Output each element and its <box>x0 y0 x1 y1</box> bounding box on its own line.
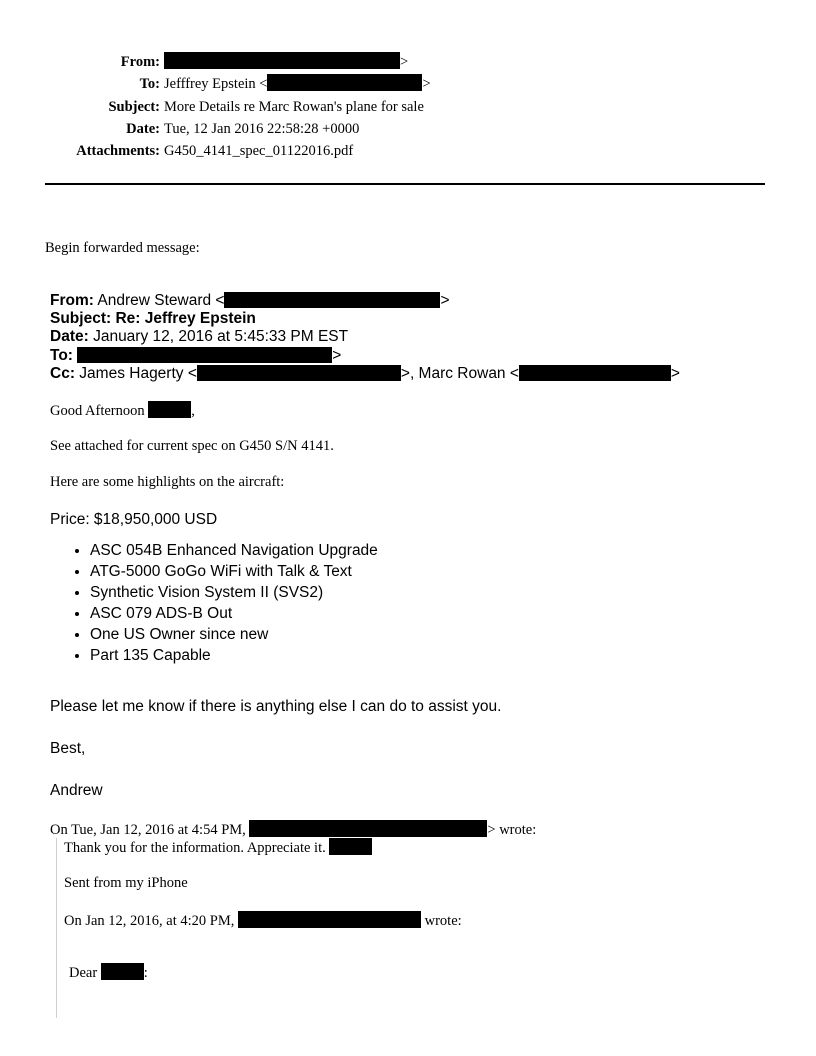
fwd-to-row: To: > <box>50 346 342 364</box>
header-to-label: To: <box>139 76 160 93</box>
fwd-date-value: January 12, 2016 at 5:45:33 PM EST <box>88 328 349 346</box>
greeting: Good Afternoon , <box>50 403 195 419</box>
header-from-value: > <box>164 51 408 73</box>
sent-from-text: Sent from my iPhone <box>64 875 188 891</box>
fwd-subject-row <box>50 310 680 328</box>
fwd-date-row <box>50 328 680 346</box>
fwd-from-value: Andrew Steward < <box>93 292 225 309</box>
list-item: • ATG-5000 GoGo WiFi with Talk & Text <box>90 561 378 582</box>
redaction-block <box>329 838 372 855</box>
redaction-block <box>197 365 401 381</box>
list-item: • Synthetic Vision System II (SVS2) <box>90 582 378 603</box>
redaction-block <box>77 347 332 363</box>
redaction-block <box>148 401 191 418</box>
header-attachments-row <box>40 140 431 162</box>
fwd-subject-value: Re: Jeffrey Epstein <box>111 310 256 328</box>
redaction-block <box>101 963 144 980</box>
forwarded-headers <box>50 292 680 383</box>
header-divider <box>45 183 765 185</box>
best-text: Best, <box>50 740 86 757</box>
quoted-attribution-2: On Jan 12, 2016, at 4:20 PM, wrote: <box>64 913 462 929</box>
header-subject-value: More Details re Marc Rowan's plane for sale <box>164 98 424 115</box>
fwd-cc-value-1: James Hagerty < <box>74 364 197 382</box>
fwd-cc-value-2: >, Marc Rowan < <box>400 364 519 382</box>
signature: Andrew <box>50 782 103 799</box>
dear-line: Dear : <box>69 965 148 981</box>
fwd-to-label: To: <box>50 346 73 364</box>
fwd-date-label: Date: <box>50 328 89 346</box>
header-to-row <box>40 73 431 95</box>
list-item: • One US Owner since new <box>90 624 378 645</box>
price-line: Price: $18,950,000 USD <box>50 511 218 528</box>
header-from-row <box>40 51 431 73</box>
list-item: • Part 135 Capable <box>90 645 378 666</box>
see-attached-text: See attached for current spec on G450 S/N 4141. <box>50 438 334 454</box>
header-subject-label: Subject: <box>108 98 160 115</box>
closing-text: Please let me know if there is anything else I can do to assist you. <box>50 698 502 715</box>
highlights-list <box>48 540 378 666</box>
fwd-from-label: From: <box>50 292 94 309</box>
redaction-block <box>164 52 400 69</box>
highlights-intro: Here are some highlights on the aircraft: <box>50 474 285 490</box>
redaction-block <box>224 292 440 308</box>
redaction-block <box>238 911 421 928</box>
list-item: • ASC 054B Enhanced Navigation Upgrade <box>90 540 378 561</box>
redaction-block <box>249 820 487 837</box>
quote-bar <box>56 838 57 1018</box>
redaction-block <box>267 74 422 91</box>
header-date-label: Date: <box>126 120 160 137</box>
attachment-link[interactable]: G450_4141_spec_01122016.pdf <box>164 143 354 160</box>
quoted-attribution: On Tue, Jan 12, 2016 at 4:54 PM, > wrote: <box>50 822 537 838</box>
fwd-from-row: From: Andrew Steward < > <box>50 292 450 309</box>
fwd-subject-label: Subject: <box>50 310 112 328</box>
email-header <box>40 51 431 162</box>
redaction-block <box>519 365 671 381</box>
quoted-thanks: Thank you for the information. Appreciate it. <box>64 838 372 857</box>
header-to-value: Jefffrey Epstein < > <box>164 76 431 93</box>
header-subject-row <box>40 96 431 118</box>
list-item: • ASC 079 ADS-B Out <box>90 603 378 624</box>
header-date-row <box>40 118 431 140</box>
fwd-cc-row: Cc: James Hagerty < >, Marc Rowan < > <box>50 364 680 382</box>
fwd-cc-label: Cc: <box>50 364 75 382</box>
begin-forwarded-label: Begin forwarded message: <box>45 240 200 256</box>
header-date-value: Tue, 12 Jan 2016 22:58:28 +0000 <box>164 120 360 137</box>
header-attachments-label: Attachments: <box>76 143 160 160</box>
header-from-label: From: <box>120 54 160 70</box>
